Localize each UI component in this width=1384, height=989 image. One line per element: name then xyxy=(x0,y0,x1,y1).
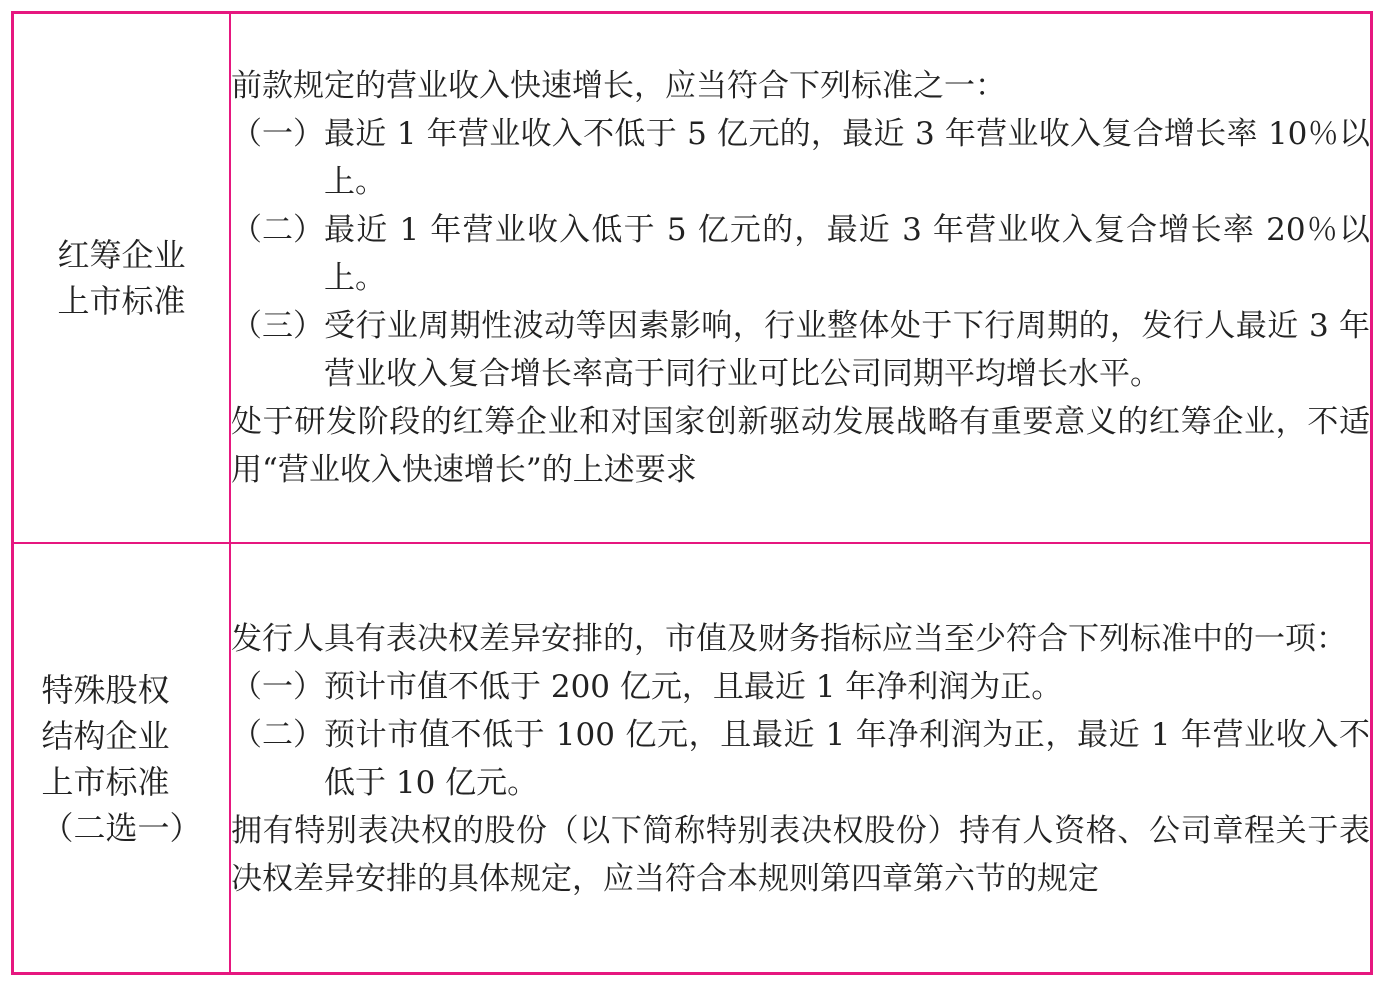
list-item xyxy=(231,110,1370,206)
intro-paragraph: 发行人具有表决权差异安排的，市值及财务指标应当至少符合下列标准中的一项： xyxy=(231,621,1347,657)
item-text: 预计市值不低于 200 亿元，且最近 1 年净利润为正。 xyxy=(324,669,1063,705)
row-label-cell xyxy=(14,543,230,974)
list-item xyxy=(231,302,1370,398)
row-label-line: 特殊股权 xyxy=(41,671,170,709)
row-label-cell xyxy=(14,14,230,543)
row-label-line: 结构企业 xyxy=(41,717,170,755)
item-text: 最近 1 年营业收入低于 5 亿元的，最近 3 年营业收入复合增长率 20％以上。 xyxy=(324,212,1370,296)
row-label-line: 上市标准 xyxy=(41,763,170,801)
item-text: 预计市值不低于 100 亿元，且最近 1 年净利润为正，最近 1 年营业收入不低于 10 亿元。 xyxy=(324,717,1370,801)
row-content-cell xyxy=(230,14,1370,543)
listing-standards-table xyxy=(14,14,1370,974)
list-item xyxy=(231,711,1370,807)
intro-paragraph: 前款规定的营业收入快速增长，应当符合下列标准之一： xyxy=(231,68,1006,104)
row-label xyxy=(57,232,185,324)
standards-table-frame xyxy=(11,11,1373,975)
table-row-red-chip xyxy=(14,14,1370,543)
item-text: 受行业周期性波动等因素影响，行业整体处于下行周期的，发行人最近 3 年营业收入复合增长率高于同行业可比公司同期平均增长水平。 xyxy=(324,308,1370,392)
row-label-line: 红筹企业 xyxy=(57,236,186,274)
row-label-line: （二选一） xyxy=(41,809,202,847)
item-marker: （二） xyxy=(231,717,324,753)
note-paragraph: 处于研发阶段的红筹企业和对国家创新驱动发展战略有重要意义的红筹企业，不适用“营业收入快速增长”的上述要求 xyxy=(231,404,1370,488)
item-marker: （三） xyxy=(231,308,324,344)
list-item xyxy=(231,206,1370,302)
list-item xyxy=(231,663,1370,711)
item-marker: （一） xyxy=(231,116,324,152)
item-marker: （一） xyxy=(231,669,324,705)
note-paragraph: 拥有特别表决权的股份（以下简称特别表决权股份）持有人资格、公司章程关于表决权差异安排的具体规定，应当符合本规则第四章第六节的规定 xyxy=(231,813,1370,897)
table-row-special-equity xyxy=(14,543,1370,974)
item-marker: （二） xyxy=(231,212,324,248)
item-text: 最近 1 年营业收入不低于 5 亿元的，最近 3 年营业收入复合增长率 10％以上。 xyxy=(324,116,1370,200)
row-label-line: 上市标准 xyxy=(57,282,186,320)
row-content-cell xyxy=(230,543,1370,974)
row-label xyxy=(41,667,201,851)
